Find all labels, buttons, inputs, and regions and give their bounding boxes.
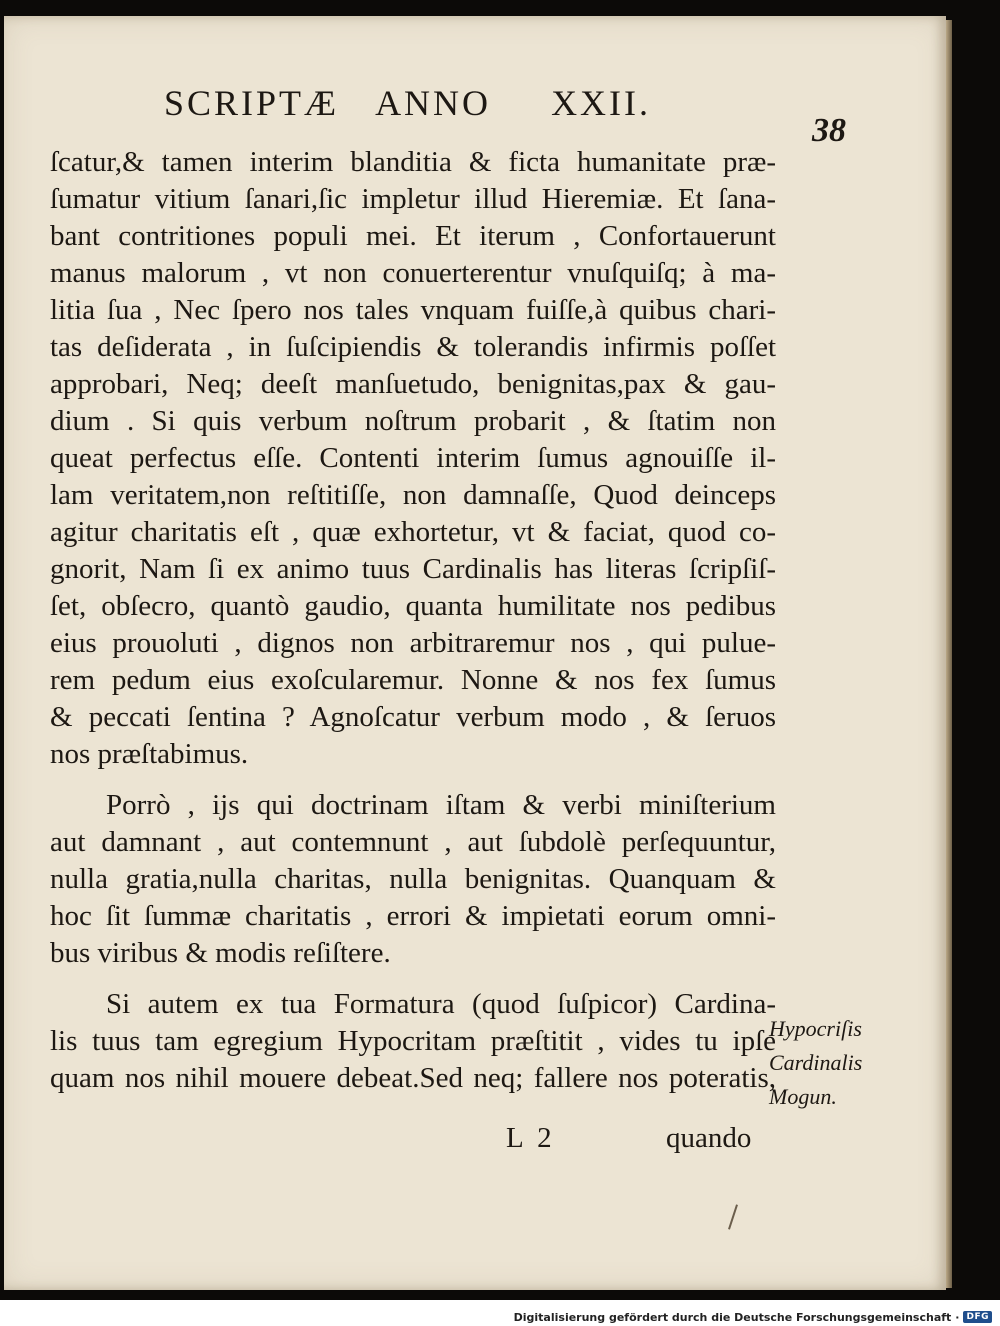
- paragraph: [50, 986, 776, 1097]
- text-line: ſet, obſecro, quantò gaudio, quanta humilitate nos pedibus: [50, 590, 776, 622]
- margin-note-line: Hypocriſis: [769, 1016, 862, 1041]
- text-line: bant contritiones populi mei. Et iterum , Confortauerunt: [50, 220, 776, 252]
- signature-mark: L 2: [506, 1122, 552, 1154]
- text-line: nos præſtabimus.: [50, 738, 249, 770]
- margin-note-line: Mogun.: [769, 1084, 837, 1109]
- text-line: Porrò , ijs qui doctrinam iſtam & verbi miniſterium: [106, 789, 776, 821]
- ink-mark: [728, 1204, 738, 1229]
- text-line: hoc ſit ſummæ charitatis , errori & impietati eorum omni-: [50, 900, 776, 932]
- text-line: eius prouoluti , dignos non arbitraremur nos , qui pulue-: [50, 627, 776, 659]
- paragraph: [50, 144, 776, 773]
- header-word: SCRIPTÆ: [164, 83, 340, 123]
- text-line: Si autem ex tua Formatura (quod ſuſpicor) Cardina-: [106, 988, 776, 1020]
- header-word: XXII.: [551, 83, 652, 123]
- text-line: litia ſua , Nec ſpero nos tales vnquam fuiſſe,à quibus chari-: [50, 294, 776, 326]
- page-number: 38: [812, 112, 846, 149]
- text-line: nulla gratia,nulla charitas, nulla benignitas. Quanquam &: [50, 863, 776, 895]
- text-line: gnorit, Nam ſi ex animo tuus Cardinalis has literas ſcripſiſ-: [50, 553, 776, 585]
- text-line: aut damnant , aut contemnunt , aut ſubdolè perſequuntur,: [50, 826, 776, 858]
- running-header: [164, 82, 684, 124]
- text-line: ſumatur vitium ſanari,ſic impletur illud Hieremiæ. Et ſana-: [50, 183, 776, 215]
- book-page: [4, 16, 946, 1290]
- text-line: manus malorum , vt non conuerterentur vnuſquiſq; à ma-: [50, 257, 776, 289]
- text-line: ſcatur,& tamen interim blanditia & ficta humanitate præ-: [50, 146, 776, 178]
- text-line: bus viribus & modis reſiſtere.: [50, 937, 391, 969]
- text-line: quam nos nihil mouere debeat.Sed neq; fallere nos poteratis,: [50, 1062, 776, 1094]
- footer-bar: Digitalisierung gefördert durch die Deutsche Forschungsgemeinschaft · DFG: [514, 1308, 992, 1326]
- text-line: tas deſiderata , in ſuſcipiendis & tolerandis infirmis poſſet: [50, 331, 776, 363]
- page-edge: [946, 20, 952, 1288]
- marginal-note: [769, 1012, 889, 1114]
- catchword: quando: [666, 1122, 752, 1154]
- text-line: & peccati ſentina ? Agnoſcatur verbum modo , & ſeruos: [50, 701, 776, 733]
- text-line: approbari, Neq; deeſt manſuetudo, benignitas,pax & gau-: [50, 368, 776, 400]
- margin-note-line: Cardinalis: [769, 1050, 863, 1075]
- text-line: lis tuus tam egregium Hypocritam præſtitit , vides tu ipſe: [50, 1025, 776, 1057]
- page-foot: [50, 1122, 776, 1159]
- footer-credit: Digitalisierung gefördert durch die Deutsche Forschungsgemeinschaft: [513, 1310, 952, 1324]
- text-line: lam veritatem,non reſtitiſſe, non damnaſſe, Quod deinceps: [50, 479, 776, 511]
- text-line: rem pedum eius exoſcularemur. Nonne & nos fex ſumus: [50, 664, 776, 696]
- text-line: queat perfectus eſſe. Contenti interim ſumus agnouiſſe il-: [50, 442, 776, 474]
- header-word: ANNO: [375, 83, 492, 123]
- text-line: dium . Si quis verbum noſtrum probarit , & ſtatim non: [50, 405, 776, 437]
- body-text: [50, 144, 776, 1097]
- paragraph: [50, 787, 776, 972]
- text-line: agitur charitatis eſt , quæ exhortetur, vt & faciat, quod co-: [50, 516, 776, 548]
- dfg-logo[interactable]: DFG: [963, 1311, 992, 1323]
